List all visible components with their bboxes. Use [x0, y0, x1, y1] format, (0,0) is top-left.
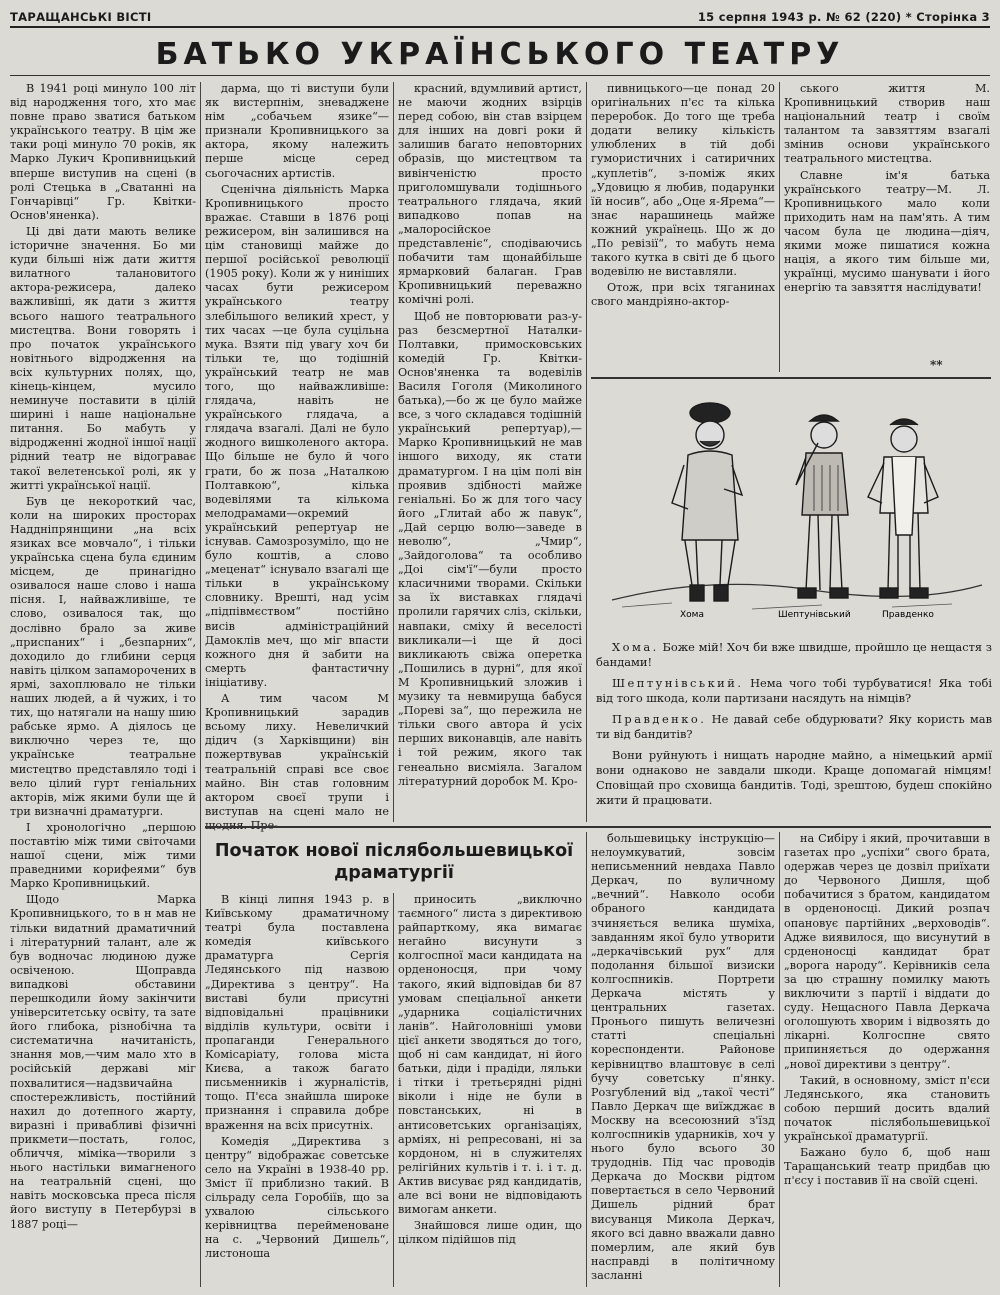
caption-line: Шептунівський. Нема чого тобі турбуватися! Яка тобі від того шкода, коли партизани насядуть на німців? [596, 676, 992, 705]
main-article-column-5 [784, 82, 990, 358]
signoff-mark: ** [930, 358, 943, 372]
paragraph: Щоб не повторювати раз-у-раз безсмертної Наталки-Полтавки, примосковських комедій Гр. Квітки-Основ'яненка та водевілів Василя Гоголя (Миколиного батька),—бо ж це було майже все, з чого складався тодішній український репертуар),—Марко Кропивницький не мав іншого виходу, як стати драматургом. І на цім полі він проявив здібності майже геніальні. Бо ж для того часу його „Глитай або ж павук“, „Дай серцю волю—заведе в неволю“, „Чмир“, „Зайдоголова“ та особливо „Доі сім'ї“—були просто класичними творами. Скільки за їх виставках глядачі пролили гарячих сліз, скільки, навпаки, сміху й веселості викликали—і ще й досі викликають свіжа оперетка „Пошились в дурні“, для якої М Кропивницький зложив і музику та невмируща бабуся „Пореві за“, що пережила не тільки свого автора й усіх перших виконавців, але навіть і той режим, якого так генеально висміяла. Загалом літературний доробок М. Кро- [398, 309, 582, 788]
second-article-column-2 [398, 893, 582, 1287]
section-rule [205, 826, 991, 828]
paragraph: В 1941 році минуло 100 літ від народження того, хто має повне право зватися батьком українського театру. В цім же таки році минуло 70 років, як Марко Лукич Кропивницький вперше виступив на сцені (в ролі Стецька в „Сватанні на Гончарівці“ Гр. Квітки-Основ'яненка). [10, 82, 196, 222]
paragraph: В кінці липня 1943 р. в Київському драматичному театрі була поставлена комедія київського драматурга Сергія Ледянського під назвою „Директива з центру“. На виставі були присутні відповідальні працівники відділів культури, освіти і пропаганди Генерального Комісаріату, голова міста Києва, а також багато письменників і журналістів, тощо. П'єса знайшла широке признання і справила добре враження на всіх присутніх. [205, 893, 389, 1132]
paragraph: Був це некороткий час, коли на широких просторах Наддніпрянщини „на всіх язиках все мовчало“, і тільки українська сцена була єдиним місцем, де принагідно озивалося наше слово і наша пісня. І, найважливіше, те слово, озивалося так, що дослівно брало за живе „приспаних“ і „безпарних“, доходило до глибини серця навіть цілком запаморочених в ярмі, захоплювало не тільки наших людей, а й чужих, і то тих, що натягали на нашу шию рабське ярмо. А діялось це виключно через те, що українське театральне мистецтво представляло тоді і вело цілий гурт геніальних акторів, між якими були ще й три визначні драматурги. [10, 494, 196, 818]
paragraph: Сценічна діяльність Марка Кропивницького просто вражає. Ставши в 1876 році режисером, він залишився на цім становищі майже до першої російської революції (1905 року). Коли ж у ниніших часах бути режисером українського театру злебільшого великий хрест, у тих часах —це була суцільна мука. Взяти під увагу хоч би тільки те, що тодішній український театр не мав того, що найважливіше: глядача, навіть не українського глядача, а глядача взагалі. Далі не було жодного вишколеного актора. Що більше не було й чого грати, бо ж поза „Наталкою Полтавкою“, кілька водевілями та кількома мелодрамами—окремий український репертуар не існував. Самозрозуміло, що не було коштів, а слово „меценат“ існувало взагалі ще тільки в українському словнику. Врешті, над усім „підпівмєством“ постійно висів адміністраційний Дамоклів меч, що міг впасти кожного дня й забити на смерть фантастичну ініціативу. [205, 182, 389, 689]
label-pravdenko: Правденко [882, 610, 934, 620]
paragraph: Щодо Марка Кропивницького, то в н мав не тільки видатний драматичний і літературний талант, але ж був водночас людиною дуже освіченою. Щоправда випадкові обставини перешкодили йому закінчити університетську освіту, та зате його глибока, різнобічна та систематична начитаність, знання мов,—чим мало хто в російській державі міг похвалитися—надзвичайна спостережливість, постійний нахил до дотепного жарту, виразні і привабливі фізичні прикмети—постать, голос, обличчя, міміка—творили з нього настільки вимагненого на театральній сцені, що навіть московська преса після його виступу в Петербурзі в 1887 році— [10, 893, 196, 1231]
paper-name: ТАРАЩАНСЬКІ ВІСТІ [10, 10, 152, 24]
column-divider [779, 832, 780, 1287]
paragraph: пивницького—це понад 20 оригінальних п'єс та кілька переробок. До того ще треба додати велику кількість улюблених в тій добі гумористичних і сатиричних „куплетів“, з-поміж яких „Удовицю я любив, подарунки їй носив“, або „Оце я-Ярема“—знає нарашинець майже кожний українець. Що ж до „По ревізії“, то мабуть нема такого кутка в світі де б цього водевілю не виставляли. [591, 82, 775, 279]
column-divider [586, 832, 587, 1287]
label-khoma: Хома [680, 610, 704, 620]
second-article-column-3 [591, 832, 775, 1287]
paragraph: Комедія „Директива з центру“ відображає советське село на Україні в 1938-40 рр. Зміст її приблизно такий. В сільраду села Горобіїв, що за ухвалою сільського керівництва перейменоване на с. „Червоний Дишель“, листоноша [205, 1134, 389, 1261]
caption-line: Хома. Боже мій! Хоч би вже швидше, пройшло це нещастя з бандами! [596, 640, 992, 669]
paragraph: на Сибіру і який, прочитавши в газетах про „успіхи“ свого брата, одержав через це дозвіл приїхати до Червоного Дишля, щоб побачитися з братом, кандидатом в орденоносці. Дикий розпач опановує партійних „верховодів“. Адже виявилося, що висунутий в срденоносці кандидат брат „ворога народу“. Керівників села за цю страшну помилку мають виключити з партії і віддати до суду. Нещасного Павла Деркача оголошують хворим і відвозять до лікарні. Колгоспне свято припиняється до одержання „нової директиви з центру“. [784, 832, 990, 1071]
column-divider [586, 82, 587, 822]
figure-khoma [672, 403, 742, 601]
main-article-column-4 [591, 82, 775, 372]
paragraph: І хронологічно „першою поставтію між тими світочами нашої сцени, між тими праведними корифеями“ був Марко Кропивницький. [10, 820, 196, 891]
paragraph: большевицьку інструкцію—нелоумкуватий, зовсім неписьменний невдаха Павло Деркач, по вуличному „вечний“. Навколо особи обраного кандидата зчиняється велика шуміха, завданням якої було утворити „деркачівський рух“ для подолання більшої визиски колгоспників. Портрети Деркача містять у центральних газетах. Пронього пишуть величезні статті спеціальні кореспонденти. Районове керівництво влаштовує в селі бучу советську п'янку. Розгублений від „такої честі“ Павло Деркач ще виїжджає в Москву на всесоюзний з'їзд колгоспників ударників, хоч у нього було всього 30 трудоднів. Під час проводів Деркача до Москви рідтом повертається в село Червоний Дишель рідний брат висуванця Микола Деркач, якого всі давно вважали давно померлим, але який був насправді в політичному засланні [591, 832, 775, 1282]
column-divider [393, 82, 394, 822]
paragraph: Бажано було б, щоб наш Таращанський театр придбав цю п'єсу і поставив її на своїй сцені. [784, 1146, 990, 1188]
section-rule [591, 377, 991, 379]
cartoon-caption [596, 640, 992, 820]
paragraph: дарма, що ті виступи були як вистерпнім, зневаджене нім „собачьем язике“—признали Кропивницького за актора, якому належить перше місце серед сьогочасних артистів. [205, 82, 389, 180]
column-divider [779, 82, 780, 372]
paragraph: Такий, в основному, зміст п'єси Ледянського, яка становить собою перший досить вдалий початок післябольшевицької української драматургії. [784, 1073, 990, 1143]
column-divider [200, 82, 201, 1287]
paragraph: А тим часом М Кропивницький зарадив всьому лиху. Невеличкий дідич (з Харківщини) він пожертвував українській театральній справі все своє майно. Він став головним актором своєї трупи і виступав на сцені мало не [205, 692, 389, 818]
paragraph: приносить „виключно таємного“ листа з директивою райпарткому, яка вимагає негайно висунути з колгоспної маси кандидата на орденоносця, при чому такого, який відповідав би 87 умовам спеціальної анкети „ударника соціалістичних ланів“. Найголовніші умови цієї анкети зводяться до того, щоб ні сам кандидат, ні його батьки, діди і прадіди, ляльки і тітки і третьєрядні рідні віколи і ніде не були в повстанських, ні в антисоветських організаціях, арміях, ні репресовані, ні за кордоном, ні в служителях релігійних культів і т. і. і т. д. Актив висуває ряд кандидатів, але всі вони не відповідають вимогам анкети. [398, 893, 582, 1217]
caption-line: Вони руйнують і нищать народне майно, а німецький армії вони однаково не завдали шкоди. Краще допомагай німцям! Сповіщай про сховища бандитів. Тоді, зрештою, будеш спокійно жити й працювати. [596, 748, 992, 807]
second-article-title: Початок нової післябольшевицької драматургії [214, 841, 574, 883]
paragraph: Славне ім'я батька українського театру—М. Л. Кропивницького мало коли приходить нам на пам'ять. А тим часом була це людина—діяч, якими може пишатися кожна нація, а якого тим більше ми, українці, мусимо шанувати і його енергію та завзяття наслідувати! [784, 168, 990, 295]
paragraph: Ці дві дати мають велике історичне значення. Бо ми куди більші ніж дати життя вилатного талановитого актора-режисера, далеко важливіші, як дати з життя всього нашого театрального мистецтва. Вони говорять і про початок українського новітнього відродження на всіх культурних полях, що, кінець-кінцем, мусило неминуче поставити в цілій ширині і наше національне питання. Бо мабуть у відродженні жодної іншої нації рідний театр не відограває такої велетенської ролі, як у житті української нації. [10, 224, 196, 492]
issue-info: 15 серпня 1943 р. № 62 (220) * Сторінка 3 [697, 10, 990, 24]
second-article-column-4 [784, 832, 990, 1287]
caption-line: Правденко. Не давай себе обдурювати? Яку користь мав ти від бандитів? [596, 712, 992, 741]
label-sheptunivsky: Шептунівський [778, 610, 851, 620]
paragraph: Отож, при всіх тяганинах свого мандріяно-актор- [591, 281, 775, 309]
paragraph: ського життя М. Кропивницький створив наш національний театр і своїм талантом та завзяттям взагалі змінив основи українського театрального мистецтва. [784, 82, 990, 166]
main-article-column-1 [10, 82, 196, 1287]
main-article-column-3 [398, 82, 582, 820]
column-divider [393, 893, 394, 1287]
figure-sheptunivsky [796, 415, 848, 598]
paragraph: красний, вдумливий артист, не маючи жодних взірців перед собою, він став взірцем для інших на довгі роки й залишив багато неповторних образів, що мистецтвом та вивінченістю просто приголомшували тодішнього театрального глядача, який випадково попав на „малоросійское представленіє“, сподіваючись побачити там щонайбільше ярмарковий балаган. Грав Кропивницький переважно комічні ролі. [398, 82, 582, 307]
main-article-column-2 [205, 82, 389, 820]
masthead [10, 6, 990, 28]
paragraph: Знайшовся лише один, що цілком підійшов під [398, 1219, 582, 1247]
second-article-column-1 [205, 893, 389, 1287]
main-article-title: БАТЬКО УКРАЇНСЬКОГО ТЕАТРУ [10, 34, 990, 76]
figure-pravdenko [868, 419, 938, 598]
cartoon-illustration [592, 385, 992, 625]
